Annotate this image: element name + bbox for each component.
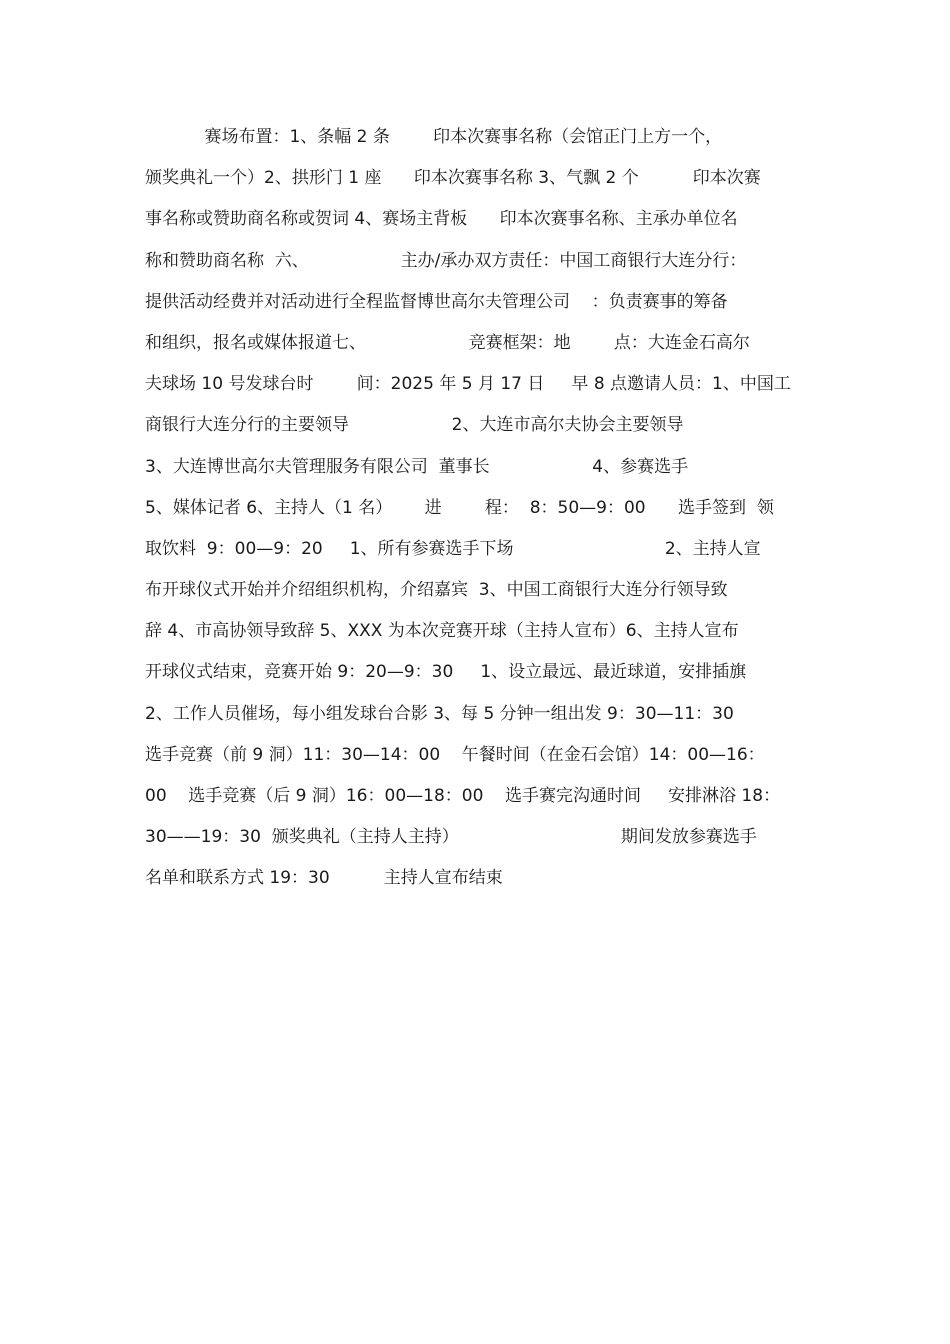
text-line: 称和赞助商名称 六、 主办/承办双方责任：中国工商银行大连分行：: [145, 250, 747, 271]
text-line: 5、媒体记者 6、主持人（1 名） 进 程： 8：50—9：00 选手签到 领: [145, 497, 774, 518]
text-line: 选手竞赛（前 9 洞）11：30—14：00 午餐时间（在金石会馆）14：00—16：: [145, 744, 765, 765]
text-line: 赛场布置：1、条幅 2 条 印本次赛事名称（会馆正门上方一个，: [145, 127, 723, 147]
text-line: 商银行大连分行的主要领导 2、大连市高尔夫协会主要领导: [145, 415, 684, 436]
text-line: 辞 4、市高协领导致辞 5、XXX 为本次竞赛开球（主持人宣布）6、主持人宣布: [145, 621, 739, 642]
text-line: 30——19：30 颁奖典礼（主持人主持） 期间发放参赛选手: [145, 827, 757, 848]
text-line: 开球仪式结束，竞赛开始 9：20—9：30 1、设立最远、最近球道，安排插旗: [145, 662, 747, 683]
text-line: 夫球场 10 号发球台时 间：2025 年 5 月 17 日 早 8 点邀请人员：1、中国工: [145, 374, 791, 395]
text-line: 颁奖典礼一个）2、拱形门 1 座 印本次赛事名称 3、气飘 2 个 印本次赛: [145, 168, 761, 189]
text-line: 提供活动经费并对活动进行全程监督博世高尔夫管理公司 ：负责赛事的筹备: [145, 291, 728, 312]
text-line: 00 选手竞赛（后 9 洞）16：00—18：00 选手赛完沟通时间 安排淋浴 18：: [145, 786, 781, 806]
text-line: 名单和联系方式 19：30 主持人宣布结束: [145, 868, 503, 889]
text-line: 取饮料 9：00—9：20 1、所有参赛选手下场 2、主持人宣: [145, 538, 761, 559]
text-line: 2、工作人员催场，每小组发球台合影 3、每 5 分钟一组出发 9：30—11：30: [145, 703, 734, 724]
text-line: 布开球仪式开始并介绍组织机构，介绍嘉宾 3、中国工商银行大连分行领导致: [145, 580, 728, 601]
document-body: [145, 122, 825, 905]
text-line: 事名称或赞助商名称或贺词 4、赛场主背板 印本次赛事名称、主承办单位名: [145, 209, 738, 230]
text-line: 3、大连博世高尔夫管理服务有限公司 董事长 4、参赛选手: [145, 456, 689, 477]
text-line: 和组织，报名或媒体报道七、 竞赛框架：地 点：大连金石高尔: [145, 332, 750, 353]
